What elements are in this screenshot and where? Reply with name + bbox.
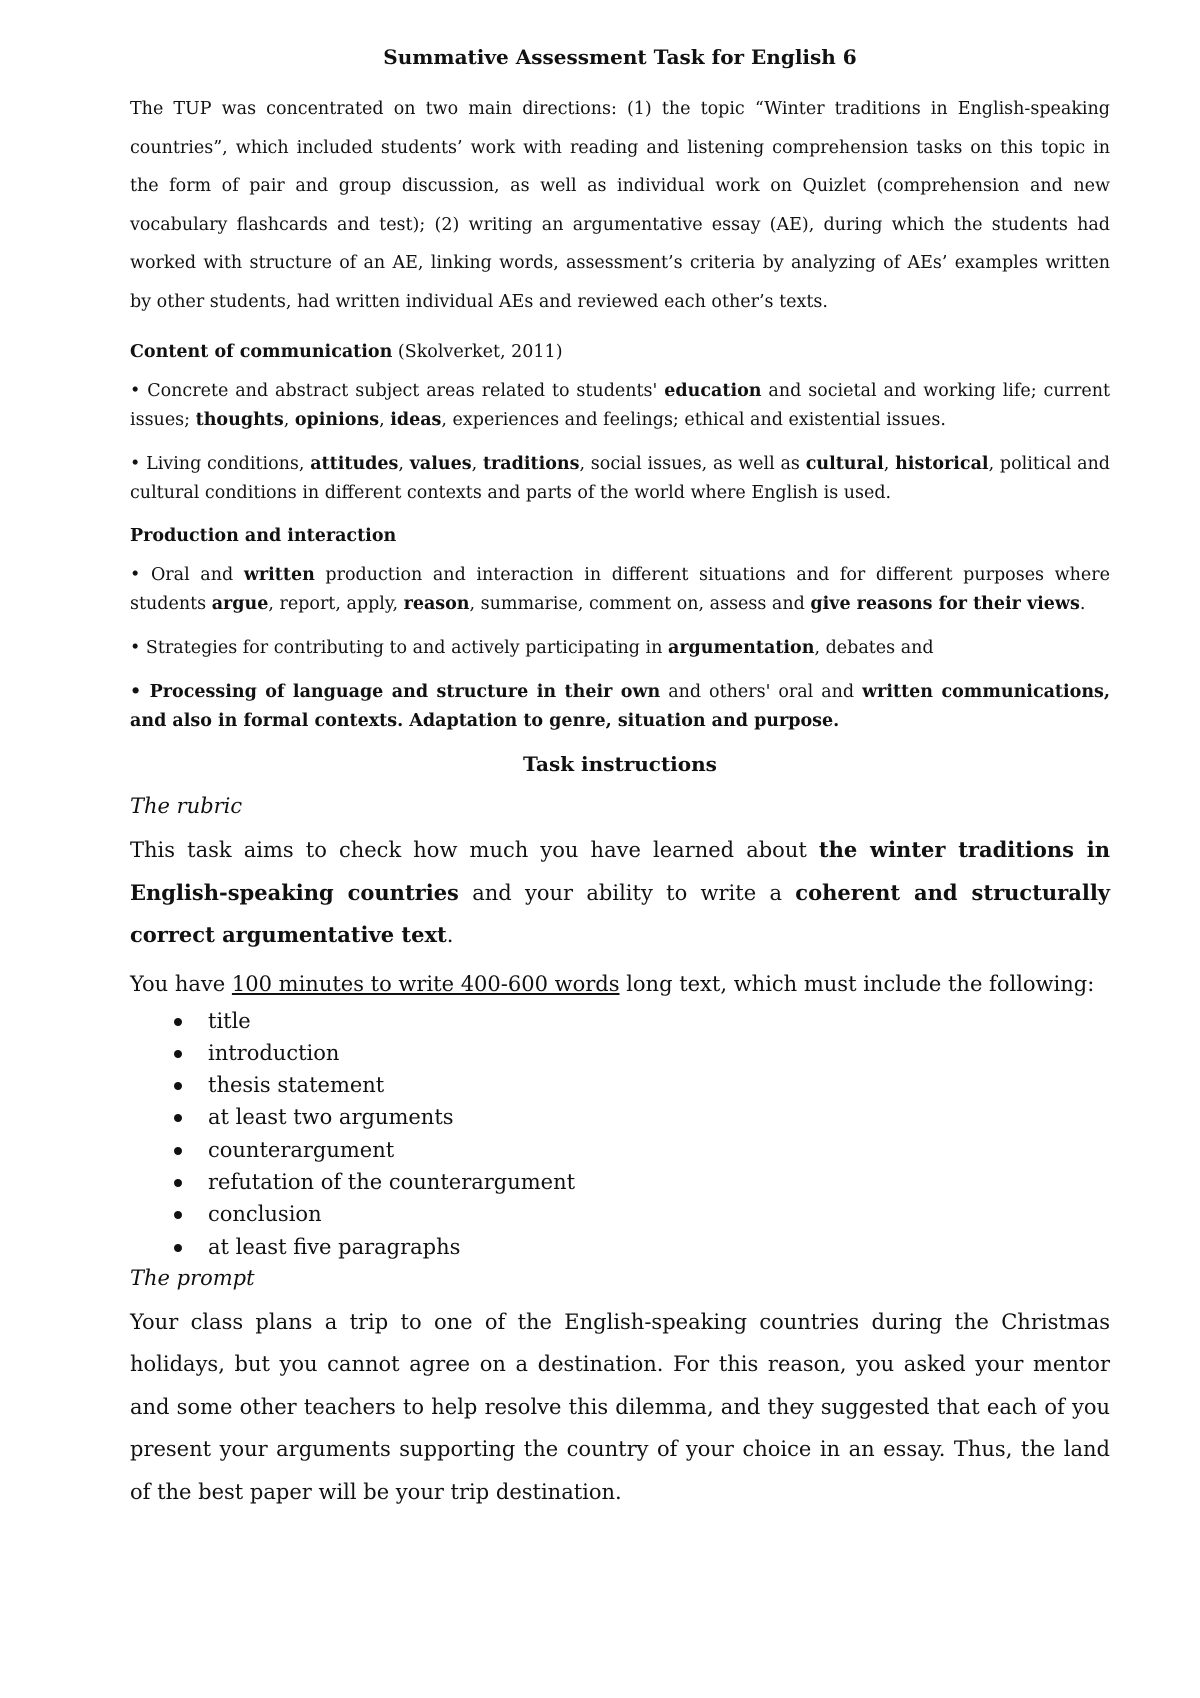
requirements-list: [130, 1005, 1110, 1263]
prompt-paragraph: Your class plans a trip to one of the English-speaking countries during the Christmas holidays, but you cannot agree on a destination. For this reason, you asked your mentor and some other teachers to help resolve this dilemma, and they suggested that each of you present your arguments supporting the country of your choice in an essay. Thus, the land of the best paper will be your trip destination.: [130, 1309, 1110, 1504]
bold-run: reason: [403, 594, 470, 614]
production-heading-label: Production and interaction: [130, 526, 397, 546]
bold-run: historical: [895, 454, 989, 474]
list-item: [174, 1198, 1110, 1230]
bold-run: written: [243, 565, 315, 585]
text-run: , report, apply,: [268, 594, 404, 614]
text-run: production and interaction in different situations and for different purposes where students: [130, 565, 1110, 614]
text-run: .: [1079, 594, 1086, 614]
list-item-label: refutation of the counterargument: [208, 1169, 576, 1194]
text-run: • Strategies for contributing to and actively participating in: [130, 638, 668, 658]
text-run: • Living conditions,: [130, 454, 311, 474]
task-instructions-heading: Task instructions: [523, 752, 717, 776]
text-run: This task aims to check how much you have learned about: [130, 838, 819, 862]
text-run: ,: [379, 410, 391, 430]
production-bullet-2: [130, 634, 1110, 663]
text-run: You have: [130, 971, 232, 996]
bold-run: argumentation: [668, 638, 815, 658]
content-heading-label: Content of communication: [130, 342, 393, 362]
bold-run: cultural: [805, 454, 884, 474]
text-run: .: [446, 923, 454, 947]
content-section-heading: [130, 339, 1110, 365]
document-page: [130, 44, 1110, 1513]
production-section-heading: [130, 523, 1110, 549]
bullet-icon: [174, 1050, 182, 1058]
text-run: ,: [471, 454, 483, 474]
bullet-icon: [174, 1179, 182, 1187]
list-item-label: thesis statement: [208, 1073, 385, 1098]
text-run: , political and cultural conditions in different contexts and parts of the world where English is used.: [130, 454, 1110, 503]
requirement-paragraph: [130, 969, 1110, 999]
list-item-label: counterargument: [208, 1137, 395, 1162]
list-item: [174, 1101, 1110, 1133]
bold-run: the winter traditions in English-speaking countries: [130, 837, 1110, 905]
text-run: • Oral and: [130, 565, 244, 585]
underlined-run: 100 minutes to write 400-600 words: [231, 971, 620, 996]
text-run: long text, which must include the following:: [619, 971, 1095, 996]
list-item: [174, 1037, 1110, 1069]
document-title: Summative Assessment Task for English 6: [383, 45, 857, 69]
text-run: , summarise, comment on, assess and: [469, 594, 811, 614]
text-run: and your ability to write a: [458, 880, 796, 905]
bold-run: attitudes: [310, 454, 399, 474]
list-item: [174, 1005, 1110, 1037]
text-run: and others' oral and: [660, 682, 863, 702]
list-item-label: title: [208, 1008, 251, 1033]
text-run: ,: [883, 454, 896, 474]
intro-paragraph: The TUP was concentrated on two main directions: (1) the topic “Winter traditions in English-speaking countries”, which included students’ work with reading and listening comprehension tasks on this topic in the form of pair and group discussion, as well as individual work on Quizlet (comprehension and new vocabulary flashcards and test); (2) writing an argumentative essay (AE), during which the students had worked with structure of an AE, linking words, assessment’s criteria by analyzing of AEs’ examples written by other students, had written individual AEs and reviewed each other’s texts.: [130, 99, 1110, 312]
list-item-label: introduction: [208, 1040, 340, 1065]
rubric-paragraph: [130, 829, 1110, 957]
list-item-label: conclusion: [208, 1202, 322, 1227]
bold-run: opinions: [294, 410, 380, 430]
text-run: , social issues, as well as: [579, 454, 806, 474]
bold-run: argue: [211, 594, 269, 614]
bold-run: values: [409, 454, 472, 474]
list-item: [174, 1069, 1110, 1101]
content-heading-source: (Skolverket, 2011): [392, 342, 563, 362]
text-run: ,: [398, 454, 410, 474]
list-item: [174, 1231, 1110, 1263]
bold-run: ideas: [390, 410, 442, 430]
bold-run: education: [664, 381, 762, 401]
bold-run: traditions: [482, 454, 580, 474]
bold-run: • Processing of language and structure in their own: [130, 682, 661, 702]
prompt-label: The prompt: [130, 1265, 255, 1290]
content-bullet-2: [130, 450, 1110, 508]
bold-run: give reasons for their views: [810, 594, 1080, 614]
list-item: [174, 1134, 1110, 1166]
text-run: and societal and working life; current issues;: [130, 381, 1111, 430]
bullet-icon: [174, 1114, 182, 1122]
text-run: • Concrete and abstract subject areas related to students': [130, 381, 665, 401]
bullet-icon: [174, 1211, 182, 1219]
production-bullet-1: [130, 561, 1110, 619]
list-item: [174, 1166, 1110, 1198]
rubric-label: The rubric: [130, 794, 243, 818]
bullet-icon: [174, 1147, 182, 1155]
content-bullet-1: [130, 377, 1110, 435]
bullet-icon: [174, 1082, 182, 1090]
list-item-label: at least two arguments: [208, 1105, 454, 1130]
bold-run: thoughts: [195, 410, 284, 430]
bullet-icon: [174, 1244, 182, 1252]
bullet-icon: [174, 1018, 182, 1026]
text-run: , experiences and feelings; ethical and existential issues.: [441, 410, 946, 430]
list-item-label: at least five paragraphs: [208, 1234, 461, 1259]
production-bullet-3: [130, 678, 1110, 736]
text-run: , debates and: [814, 638, 934, 658]
text-run: ,: [283, 410, 295, 430]
bold-run: written communications, and also in formal contexts. Adaptation to genre, situation and purpose.: [130, 682, 1111, 731]
bold-run: coherent and structurally correct argumentative text: [130, 879, 1110, 947]
